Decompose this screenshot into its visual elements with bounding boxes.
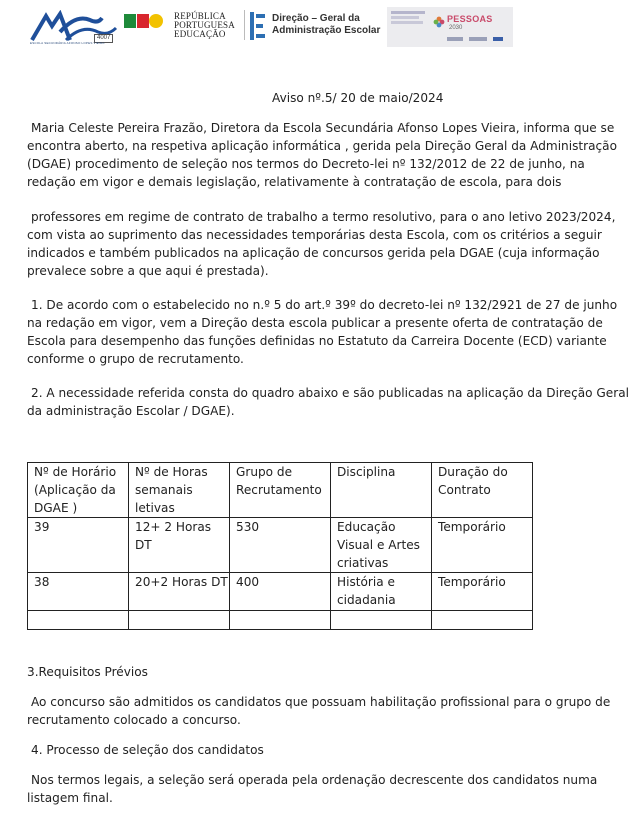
dgae-line-1: Direção – Geral da [272,13,360,24]
dgae-logo [248,10,388,42]
dgae-mark-icon [250,12,266,40]
intro-paragraph-2: professores em regime de contrato de trabalho a termo resolutivo, para o ano letivo 2023/2024, com vista ao suprimento das necessidades temporárias desta Escola, com os critérios a seguir indicados e também publicados na aplicação de concursos gerida pela DGAE (cuja informação prevalece sobre a que aqui é prestada). [27,210,616,278]
header-grupo: Grupo de Recrutamento [230,463,331,518]
republica-portuguesa-logo [124,12,242,40]
cell-horario: 38 [28,573,129,611]
table-header-row [28,463,533,518]
intro-paragraph-1: Maria Celeste Pereira Frazão, Diretora da Escola Secundária Afonso Lopes Vieira, informa que se encontra aberto, na respetiva aplicação informática , gerida pela Direção Geral da Administração (DGAE) procedimento de seleção nos termos do Decreto-lei nº 132/2012 de 22 de junho, na redação em vigor e demais legislação, relativamente à contratação de escola, para dois [27,121,617,189]
flag-sphere-icon [148,13,164,29]
section-4-text: Nos termos legais, a seleção será operada pela ordenação decrescente dos candidatos numa listagem final. [27,773,598,805]
school-caption: ESCOLA SECUNDÁRIA AFONSO LOPES VIEIRA [30,41,105,45]
pessoas-eu-strip-icon [447,37,507,41]
pessoas-left-block-icon [391,11,425,24]
rp-line-1: REPÚBLICA [174,11,226,21]
cell-disciplina: Educação Visual e Artes criativas [331,518,432,573]
header-duracao: Duração do Contrato [432,463,533,518]
header-horario: Nº de Horário (Aplicação da DGAE ) [28,463,129,518]
flag-green-icon [124,14,136,28]
notice-title: Aviso nº.5/ 20 de maio/2024 [272,91,444,105]
cell-duracao: Temporário [432,573,533,611]
pessoas-flower-icon [433,16,445,28]
section-3-title: 3.Requisitos Prévios [27,665,148,679]
cell-disciplina: História e cidadania [331,573,432,611]
table-empty-row [28,611,533,630]
school-logo [30,10,120,48]
dgae-line-2: Administração Escolar [272,25,381,36]
school-code: 4007 [94,34,113,43]
header-horas: Nº de Horas semanais letivas [129,463,230,518]
table-row [28,518,533,573]
vacancies-table [27,462,533,630]
section-3-text: Ao concurso são admitidos os candidatos que possuam habilitação profissional para o grupo de recrutamento colocado a concurso. [27,695,611,727]
table-row [28,573,533,611]
rp-line-2: PORTUGUESA [174,20,235,30]
point-2-paragraph: 2. A necessidade referida consta do quadro abaixo e são publicadas na aplicação da Direção Geral da administração Escolar / DGAE). [27,386,629,418]
cell-horas: 20+2 Horas DT [129,573,230,611]
cell-grupo: 400 [230,573,331,611]
document-header [0,0,642,56]
cell-horario: 39 [28,518,129,573]
header-divider [244,10,245,40]
rp-line-3: EDUCAÇÃO [174,29,226,39]
cell-grupo: 530 [230,518,331,573]
section-4-title: 4. Processo de seleção dos candidatos [31,743,264,757]
pessoas-2030-logo [387,7,513,47]
header-disciplina: Disciplina [331,463,432,518]
point-1-paragraph: 1. De acordo com o estabelecido no n.º 5 do art.º 39º do decreto-lei nº 132/2921 de 27 de junho na redação em vigor, vem a Direção desta escola publicar a presente oferta de contratação de Escola para desempenho das funções definidas no Estatuto da Carreira Docente (ECD) variante conforme o grupo de recrutamento. [27,298,618,366]
pessoas-title: PESSOAS [447,14,493,24]
pessoas-year: 2030 [449,25,463,31]
cell-horas: 12+ 2 Horas DT [129,518,230,573]
cell-duracao: Temporário [432,518,533,573]
